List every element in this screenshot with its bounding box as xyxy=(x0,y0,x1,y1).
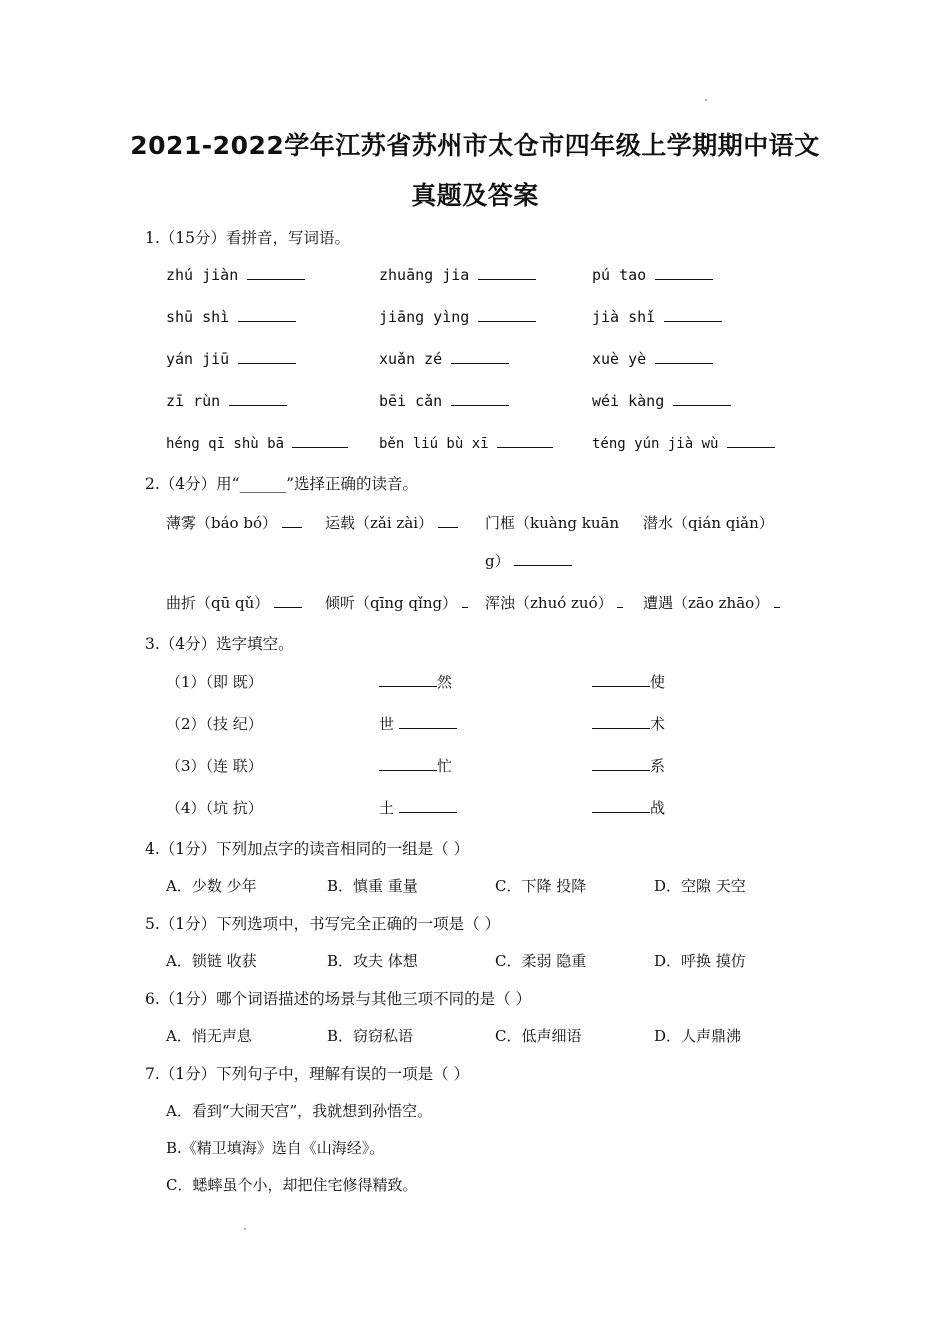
answer-blank[interactable] xyxy=(238,307,296,322)
choice-label: （2）（技 纪） xyxy=(166,715,263,733)
pinyin-item: zhuāng jia xyxy=(379,265,536,284)
page-title-line1: 2021-2022学年江苏省苏州市太仓市四年级上学期期中语文 xyxy=(130,131,820,160)
answer-blank[interactable] xyxy=(462,593,468,608)
pinyin-item: wéi kàng xyxy=(592,391,731,410)
answer-blank[interactable] xyxy=(451,349,509,364)
answer-blank[interactable] xyxy=(673,391,731,406)
option-d[interactable]: D．人声鼎沸 xyxy=(654,1027,742,1045)
question-1-stem: 1.（15分）看拼音，写词语。 xyxy=(145,229,351,247)
reading-item: 浑浊（zhuó zuó） xyxy=(485,592,623,613)
option-c[interactable]: C．蟋蟀虽个小，却把住宅修得精致。 xyxy=(166,1176,418,1194)
option-d[interactable]: D．呼换 摸仿 xyxy=(654,952,746,970)
fill-item: 战 xyxy=(592,797,665,818)
answer-blank[interactable] xyxy=(592,798,650,813)
choice-label: （4）（坑 抗） xyxy=(166,799,263,817)
answer-blank[interactable] xyxy=(655,349,713,364)
answer-blank[interactable] xyxy=(379,672,437,687)
reading-item: 门框（kuàng kuān xyxy=(485,514,620,532)
choice-label: （1）（即 既） xyxy=(166,673,263,691)
answer-blank[interactable] xyxy=(664,307,722,322)
pinyin-item: zī rùn xyxy=(166,391,287,410)
answer-blank[interactable] xyxy=(451,391,509,406)
answer-blank[interactable] xyxy=(478,307,536,322)
option-a[interactable]: A．看到“大闹天宫”，我就想到孙悟空。 xyxy=(166,1102,433,1120)
option-c[interactable]: C．柔弱 隐重 xyxy=(495,952,587,970)
reading-item: 曲折（qū qǔ） xyxy=(166,592,302,613)
fill-item: 世 xyxy=(379,713,457,734)
pinyin-item: běn liú bù xī xyxy=(379,433,553,452)
fill-item: 使 xyxy=(592,671,665,692)
answer-blank[interactable] xyxy=(399,714,457,729)
option-d[interactable]: D．空隙 天空 xyxy=(654,877,746,895)
pinyin-item: bēi cǎn xyxy=(379,391,509,410)
pinyin-item: xuǎn zé xyxy=(379,349,509,368)
pinyin-item: jiāng yìng xyxy=(379,307,536,326)
answer-blank[interactable] xyxy=(292,433,348,448)
option-b[interactable]: B．攻夫 体想 xyxy=(327,952,418,970)
pinyin-item: xuè yè xyxy=(592,349,713,368)
reading-item: 潜水（qián qiǎn） xyxy=(643,514,774,532)
answer-blank[interactable] xyxy=(379,756,437,771)
reading-item-wrap: g） xyxy=(485,550,572,571)
fill-item: 然 xyxy=(379,671,452,692)
answer-blank[interactable] xyxy=(247,265,305,280)
question-3-stem: 3.（4分）选字填空。 xyxy=(145,635,294,653)
answer-blank[interactable] xyxy=(274,593,302,608)
question-5-stem: 5.（1分）下列选项中，书写完全正确的一项是（ ） xyxy=(145,915,501,933)
question-4-stem: 4.（1分）下列加点字的读音相同的一组是（ ） xyxy=(145,840,470,858)
pinyin-item: jià shǐ xyxy=(592,307,722,326)
answer-blank[interactable] xyxy=(655,265,713,280)
answer-blank[interactable] xyxy=(399,798,457,813)
pinyin-item: shū shì xyxy=(166,307,296,326)
answer-blank[interactable] xyxy=(514,551,572,566)
pinyin-item: téng yún jià wù xyxy=(592,433,775,452)
fill-item: 土 xyxy=(379,797,457,818)
pinyin-item: pú tao xyxy=(592,265,713,284)
reading-item: 倾听（qīng qǐng） xyxy=(325,592,468,613)
reading-item: 遭遇（zāo zhāo） xyxy=(643,592,780,613)
scan-speck xyxy=(244,1228,246,1230)
option-a[interactable]: A．悄无声息 xyxy=(166,1027,252,1045)
option-b[interactable]: B.《精卫填海》选自《山海经》。 xyxy=(166,1139,385,1157)
question-2-stem: 2.（4分）用“______”选择正确的读音。 xyxy=(145,475,418,493)
choice-label: （3）（连 联） xyxy=(166,757,263,775)
answer-blank[interactable] xyxy=(438,513,458,528)
answer-blank[interactable] xyxy=(229,391,287,406)
answer-blank[interactable] xyxy=(727,433,775,448)
scan-speck xyxy=(705,99,707,101)
answer-blank[interactable] xyxy=(282,513,302,528)
answer-blank[interactable] xyxy=(592,672,650,687)
fill-item: 系 xyxy=(592,755,665,776)
fill-item: 忙 xyxy=(379,755,452,776)
answer-blank[interactable] xyxy=(478,265,536,280)
question-7-stem: 7.（1分）下列句子中，理解有误的一项是（ ） xyxy=(145,1065,470,1083)
option-b[interactable]: B．窃窃私语 xyxy=(327,1027,414,1045)
pinyin-item: yán jiū xyxy=(166,349,296,368)
reading-item: 薄雾（báo bó） xyxy=(166,512,302,533)
option-b[interactable]: B．慎重 重量 xyxy=(327,877,418,895)
reading-item: 运载（zǎi zài） xyxy=(325,512,458,533)
fill-item: 术 xyxy=(592,713,665,734)
answer-blank[interactable] xyxy=(238,349,296,364)
option-a[interactable]: A．锁链 收获 xyxy=(166,952,257,970)
answer-blank[interactable] xyxy=(774,593,780,608)
page-title-line2: 真题及答案 xyxy=(411,181,539,210)
pinyin-item: héng qī shù bā xyxy=(166,433,348,452)
question-6-stem: 6.（1分）哪个词语描述的场景与其他三项不同的是（ ） xyxy=(145,990,532,1008)
pinyin-item: zhú jiàn xyxy=(166,265,305,284)
option-c[interactable]: C．下降 投降 xyxy=(495,877,587,895)
answer-blank[interactable] xyxy=(592,714,650,729)
answer-blank[interactable] xyxy=(497,433,553,448)
answer-blank[interactable] xyxy=(617,593,623,608)
option-a[interactable]: A．少数 少年 xyxy=(166,877,257,895)
answer-blank[interactable] xyxy=(592,756,650,771)
option-c[interactable]: C．低声细语 xyxy=(495,1027,582,1045)
